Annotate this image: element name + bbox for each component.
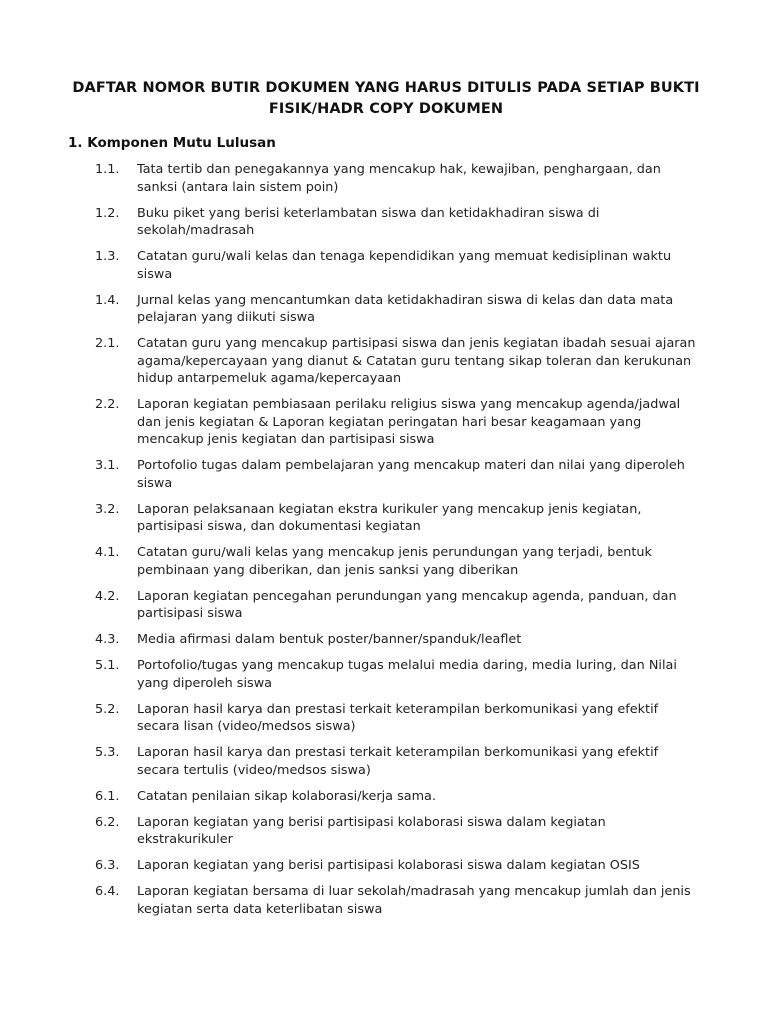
item-text: Catatan penilaian sikap kolaborasi/kerja sama. xyxy=(137,788,436,804)
document-title-line-1: DAFTAR NOMOR BUTIR DOKUMEN YANG HARUS DITULIS PADA SETIAP BUKTI xyxy=(72,80,700,96)
item-number: 2.2. xyxy=(95,397,120,412)
list-item xyxy=(68,788,704,806)
document-title xyxy=(68,78,704,120)
item-text: Jurnal kelas yang mencantumkan data ketidakhadiran siswa di kelas dan data mata pelajaran yang diikuti siswa xyxy=(137,292,674,325)
item-text: Buku piket yang berisi keterlambatan siswa dan ketidakhadiran siswa di sekolah/madrasah xyxy=(137,205,600,238)
item-text: Catatan guru/wali kelas yang mencakup jenis perundungan yang terjadi, bentuk pembinaan yang diberikan, dan jenis sanksi yang diberikan xyxy=(137,545,652,578)
document-title-line-2: FISIK/HADR COPY DOKUMEN xyxy=(268,101,504,117)
item-number: 1.3. xyxy=(95,249,120,264)
list-item xyxy=(68,744,704,779)
item-number: 4.1. xyxy=(95,545,120,560)
list-item xyxy=(68,588,704,623)
item-text: Catatan guru/wali kelas dan tenaga kependidikan yang memuat kedisiplinan waktu siswa xyxy=(137,249,672,282)
list-item xyxy=(68,657,704,692)
item-list xyxy=(68,161,704,918)
section-heading: 1. Komponen Mutu Lulusan xyxy=(68,135,276,151)
item-number: 5.3. xyxy=(95,745,120,760)
list-item xyxy=(68,161,704,196)
item-text: Tata tertib dan penegakannya yang mencakup hak, kewajiban, penghargaan, dan sanksi (antara lain sistem poin) xyxy=(137,162,661,195)
list-item xyxy=(68,814,704,849)
item-text: Laporan hasil karya dan prestasi terkait keterampilan berkomunikasi yang efektif secara tertulis (video/medsos siswa) xyxy=(137,745,659,778)
item-text: Media afirmasi dalam bentuk poster/banner/spanduk/leaflet xyxy=(137,632,522,647)
item-number: 3.1. xyxy=(95,458,120,473)
list-item xyxy=(68,501,704,536)
list-item xyxy=(68,335,704,388)
item-text: Catatan guru yang mencakup partisipasi siswa dan jenis kegiatan ibadah sesuai ajaran agama/kepercayaan yang dianut & Catatan guru tentang sikap toleran dan kerukunan hidup antarpemeluk agama/kepercayaan xyxy=(137,336,696,386)
item-text: Laporan kegiatan pencegahan perundungan yang mencakup agenda, panduan, dan partisipasi siswa xyxy=(137,588,677,621)
item-number: 1.1. xyxy=(95,162,120,177)
list-item xyxy=(68,396,704,449)
item-text: Portofolio tugas dalam pembelajaran yang mencakup materi dan nilai yang diperoleh siswa xyxy=(137,458,685,491)
item-text: Portofolio/tugas yang mencakup tugas melalui media daring, media luring, dan Nilai yang diperoleh siswa xyxy=(137,658,677,691)
item-number: 6.2. xyxy=(95,814,120,830)
item-number: 4.2. xyxy=(95,588,120,604)
list-item xyxy=(68,883,704,918)
item-text: Laporan pelaksanaan kegiatan ekstra kurikuler yang mencakup jenis kegiatan, partisipasi siswa, dan dokumentasi kegiatan xyxy=(137,501,642,534)
list-item xyxy=(68,857,704,875)
item-number: 2.1. xyxy=(95,336,120,351)
item-text: Laporan kegiatan pembiasaan perilaku religius siswa yang mencakup agenda/jadwal dan jenis kegiatan & Laporan kegiatan peringatan hari besar keagamaan yang mencakup jenis kegiatan dan partisipasi siswa xyxy=(137,397,681,447)
item-text: Laporan kegiatan yang berisi partisipasi kolaborasi siswa dalam kegiatan ekstrakurikuler xyxy=(137,814,606,847)
list-item xyxy=(68,457,704,492)
item-number: 5.1. xyxy=(95,658,120,673)
item-number: 4.3. xyxy=(95,632,120,647)
item-number: 5.2. xyxy=(95,701,120,717)
list-item xyxy=(68,205,704,240)
item-number: 6.4. xyxy=(95,884,120,899)
item-text: Laporan hasil karya dan prestasi terkait keterampilan berkomunikasi yang efektif secara lisan (video/medsos siswa) xyxy=(137,701,659,734)
item-number: 1.4. xyxy=(95,292,120,308)
item-text: Laporan kegiatan bersama di luar sekolah/madrasah yang mencakup jumlah dan jenis kegiatan serta data keterlibatan siswa xyxy=(137,884,691,917)
list-item xyxy=(68,248,704,283)
item-number: 6.3. xyxy=(95,858,120,873)
item-number: 6.1. xyxy=(95,788,120,804)
list-item xyxy=(68,544,704,579)
item-text: Laporan kegiatan yang berisi partisipasi kolaborasi siswa dalam kegiatan OSIS xyxy=(137,858,640,873)
list-item xyxy=(68,701,704,736)
item-number: 3.2. xyxy=(95,501,120,517)
list-item xyxy=(68,292,704,327)
item-number: 1.2. xyxy=(95,205,120,221)
list-item xyxy=(68,631,704,649)
